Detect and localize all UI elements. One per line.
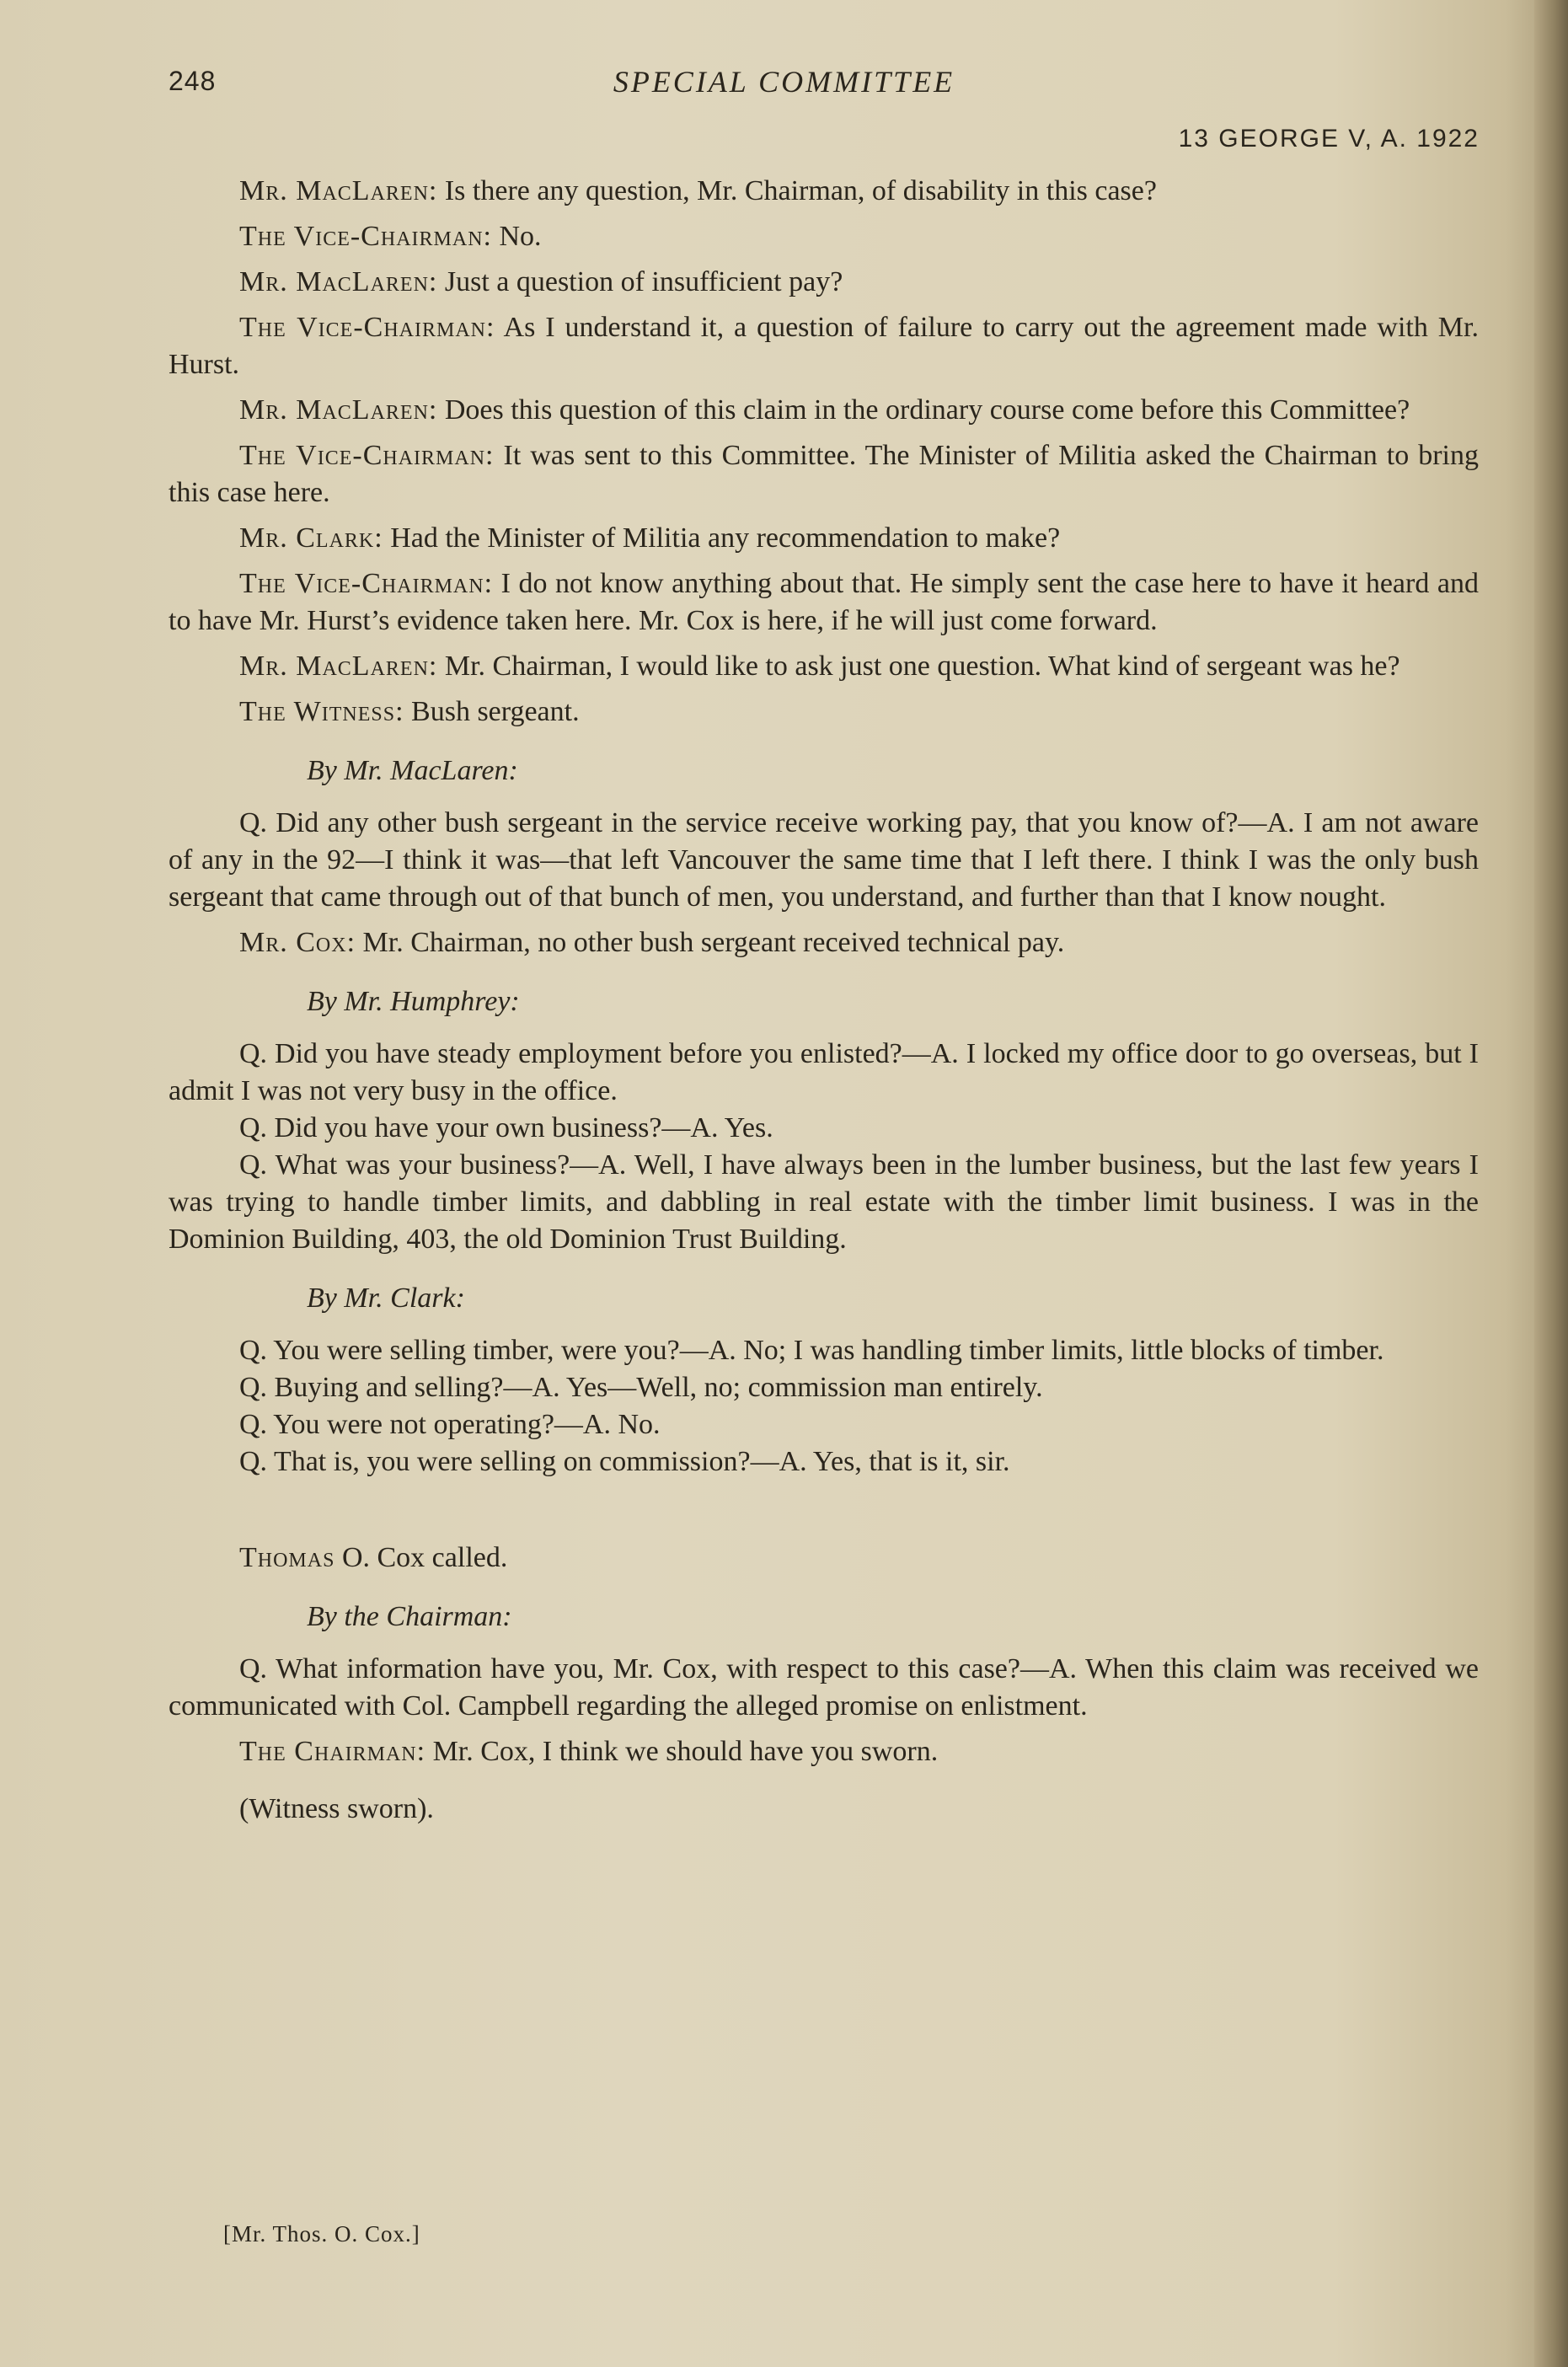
dialogue-text: I do not know anything about that. He simply sent the case here to have it heard and to have Mr. Hurst’s evidence taken here. Mr. Cox is here, if he will just come forward. xyxy=(169,568,1479,636)
running-title: SPECIAL COMMITTEE xyxy=(613,65,955,99)
dialogue-text: Mr. Chairman, I would like to ask just one question. What kind of sergeant was he? xyxy=(437,651,1400,682)
dialogue-paragraph xyxy=(169,264,1479,301)
witness-name: Thomas xyxy=(239,1542,335,1573)
examiner-byline: By the Chairman: xyxy=(307,1601,512,1632)
speaker: Mr. MacLaren: xyxy=(239,266,438,297)
question-answer: Q. That is, you were selling on commission?—A. Yes, that is it, sir. xyxy=(239,1446,1010,1477)
dialogue-paragraph xyxy=(169,218,1479,255)
dialogue-text: Mr. Cox, I think we should have you sworn. xyxy=(425,1736,939,1767)
speaker: The Vice-Chairman: xyxy=(239,221,492,252)
session-label: 13 GEORGE V, A. 1922 xyxy=(1178,125,1480,153)
speaker: The Chairman: xyxy=(239,1736,426,1767)
speaker: Mr. MacLaren: xyxy=(239,394,438,426)
dialogue-paragraph xyxy=(169,520,1479,557)
speaker: The Vice-Chairman: xyxy=(239,312,495,343)
question-answer: Q. You were selling timber, were you?—A. No; I was handling timber limits, little blocks of timber. xyxy=(239,1335,1384,1366)
speaker: The Witness: xyxy=(239,696,404,727)
dialogue-paragraph xyxy=(169,565,1479,640)
page-footer-witness: [Mr. Thos. O. Cox.] xyxy=(223,2221,420,2247)
dialogue-paragraph xyxy=(169,173,1479,210)
dialogue-paragraph xyxy=(169,392,1479,429)
book-spine-shadow xyxy=(1534,0,1568,2367)
speaker: Mr. Cox: xyxy=(239,927,356,958)
dialogue-text: Mr. Chairman, no other bush sergeant received technical pay. xyxy=(356,927,1065,958)
dialogue-text: Had the Minister of Militia any recommendation to make? xyxy=(383,522,1061,554)
speaker: Mr. Clark: xyxy=(239,522,383,554)
dialogue-text: Just a question of insufficient pay? xyxy=(437,266,843,297)
dialogue-text: Does this question of this claim in the ordinary course come before this Committee? xyxy=(437,394,1410,426)
page-number: 248 xyxy=(169,66,217,96)
examiner-byline: By Mr. Humphrey: xyxy=(307,986,520,1017)
speaker: Mr. MacLaren: xyxy=(239,651,438,682)
question-answer: Q. Did any other bush sergeant in the service receive working pay, that you know of?—A. I am not aware of any in the 92—I think it was—that left Vancouver the same time that I left there. I think I was the only bush sergeant that came through out of that bunch of men, you understand, and further than that I know nought. xyxy=(169,807,1479,913)
examiner-byline: By Mr. MacLaren: xyxy=(307,755,518,786)
dialogue-text: Bush sergeant. xyxy=(404,696,580,727)
spacer xyxy=(169,1489,1479,1540)
speaker: The Vice-Chairman: xyxy=(239,440,495,471)
witness-sworn-note: (Witness sworn). xyxy=(239,1793,434,1824)
dialogue-text: It was sent to this Committee. The Minister of Militia asked the Chairman to bring this case here. xyxy=(169,440,1479,508)
dialogue-text: As I understand it, a question of failure to carry out the agreement made with Mr. Hurst. xyxy=(169,312,1479,380)
question-answer: Q. What information have you, Mr. Cox, with respect to this case?—A. When this claim was received we communicated with Col. Campbell regarding the alleged promise on enlistment. xyxy=(169,1653,1479,1722)
dialogue-paragraph xyxy=(169,1733,1479,1770)
question-answer: Q. You were not operating?—A. No. xyxy=(239,1409,661,1440)
called-text: O. Cox called. xyxy=(334,1542,508,1573)
dialogue-paragraph xyxy=(169,437,1479,511)
examiner-byline: By Mr. Clark: xyxy=(307,1283,465,1314)
dialogue-text: Is there any question, Mr. Chairman, of disability in this case? xyxy=(437,175,1157,206)
question-answer: Q. Did you have your own business?—A. Yes. xyxy=(239,1112,773,1143)
question-answer: Q. Did you have steady employment before you enlisted?—A. I locked my office door to go overseas, but I admit I was not very busy in the office. xyxy=(169,1038,1479,1106)
dialogue-paragraph xyxy=(169,693,1479,731)
dialogue-text: No. xyxy=(491,221,542,252)
question-answer: Q. What was your business?—A. Well, I have always been in the lumber business, but the last few years I was trying to handle timber limits, and dabbling in real estate with the timber limit business. I was in the Dominion Building, 403, the old Dominion Trust Building. xyxy=(169,1149,1479,1255)
dialogue-paragraph xyxy=(169,309,1479,383)
speaker: Mr. MacLaren: xyxy=(239,175,438,206)
question-answer: Q. Buying and selling?—A. Yes—Well, no; commission man entirely. xyxy=(239,1372,1043,1403)
dialogue-paragraph xyxy=(169,924,1479,961)
page-body xyxy=(169,173,1479,1836)
speaker: The Vice-Chairman: xyxy=(239,568,494,599)
witness-called xyxy=(169,1540,1479,1577)
dialogue-paragraph xyxy=(169,648,1479,685)
